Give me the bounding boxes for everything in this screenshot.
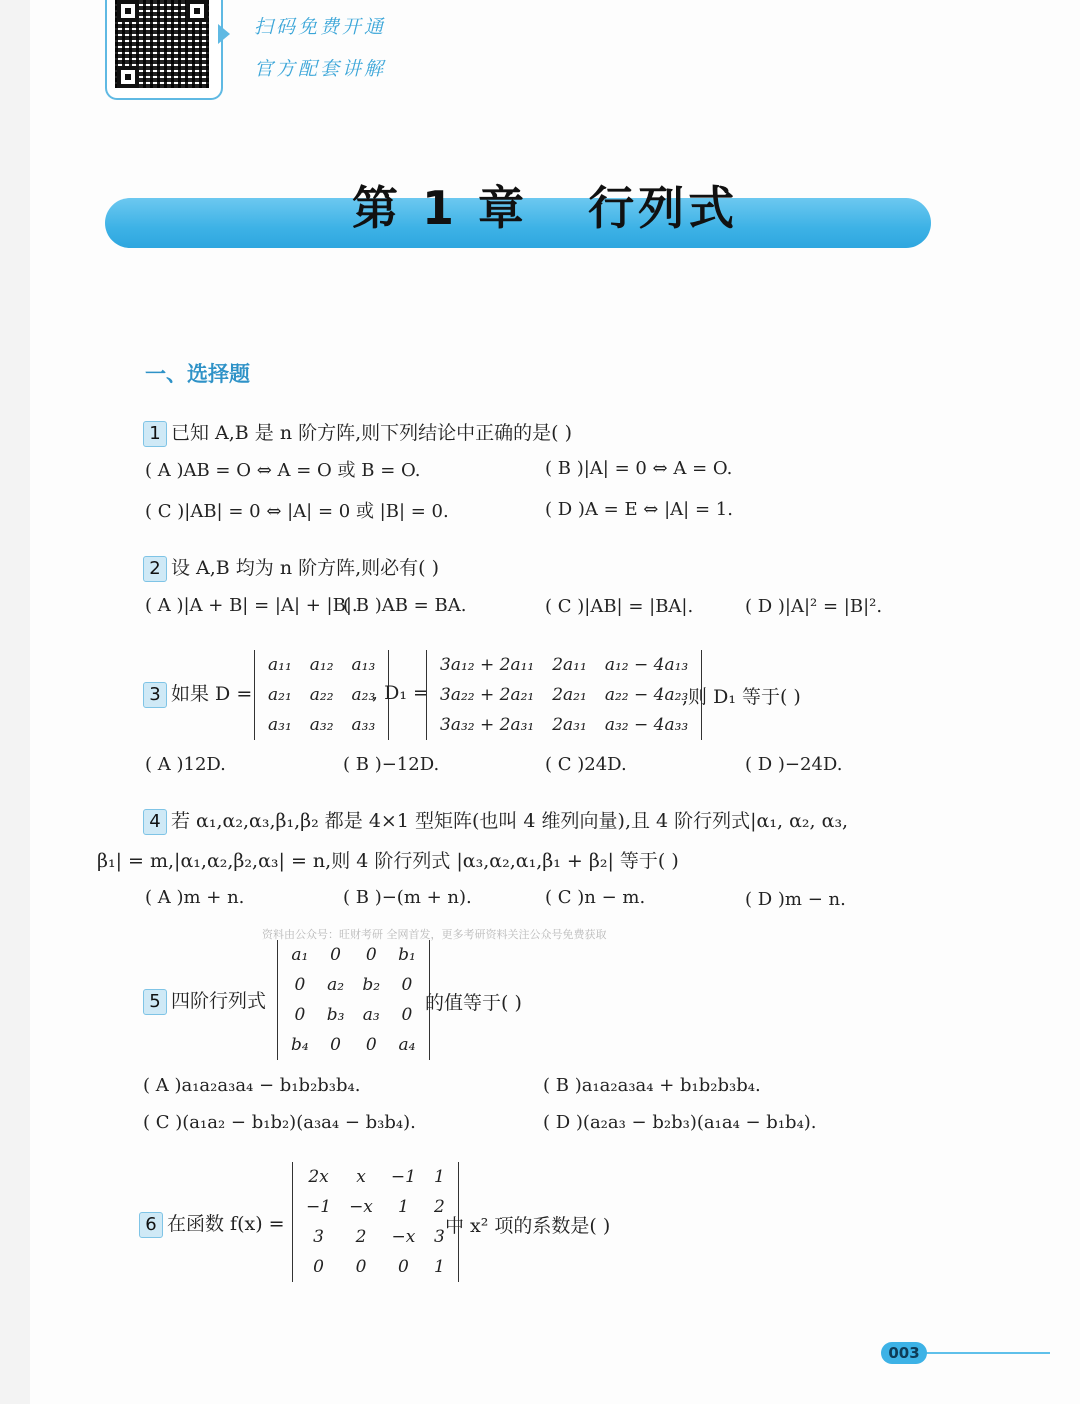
determinant-entry: −1: [306, 1197, 332, 1217]
determinant-entry: a₁: [291, 945, 309, 965]
determinant-entry: 3: [433, 1227, 445, 1247]
determinant-entry: b₁: [398, 945, 416, 965]
determinant-entry: −1: [390, 1167, 416, 1187]
determinant-entry: a₃₂ − 4a₃₃: [604, 715, 689, 735]
question-5-tail: 的值等于( ): [425, 992, 522, 1014]
qr-caption-1: 扫码免费开通: [254, 16, 387, 38]
determinant-entry: b₂: [362, 975, 381, 995]
determinant-row: [297, 1222, 454, 1252]
determinant-row: [259, 650, 384, 680]
determinant-entry: a₃₃: [351, 715, 376, 735]
option-a: ( A )|A + B| = |A| + |B|.: [145, 595, 358, 616]
question-3-lead: [143, 679, 252, 708]
question-1: [143, 418, 572, 447]
question-stem: 设 A,B 均为 n 阶方阵,则必有( ): [171, 557, 440, 579]
option-c: ( C )24D.: [545, 754, 627, 775]
page-number-line: [925, 1352, 1050, 1354]
question-number: 3: [143, 682, 167, 708]
question-2: [143, 553, 439, 582]
question-number: 1: [143, 421, 167, 447]
qr-finder-icon: [117, 0, 139, 22]
option-b: ( B )a₁a₂a₃a₄ + b₁b₂b₃b₄.: [543, 1075, 761, 1096]
determinant-entry: 1: [433, 1167, 445, 1187]
option-a: ( A )a₁a₂a₃a₄ − b₁b₂b₃b₄.: [143, 1075, 361, 1096]
option-d: ( D )−24D.: [745, 754, 843, 775]
option-a: ( A )12D.: [145, 754, 226, 775]
determinant-entry: 0: [355, 1257, 367, 1277]
page-number: 003: [881, 1342, 927, 1364]
determinant-entry: 0: [294, 1005, 306, 1025]
determinant-entry: b₄: [291, 1035, 309, 1055]
determinant-entry: 2: [433, 1197, 445, 1217]
determinant-entry: a₃₂: [309, 715, 334, 735]
determinant-entry: a₁₃: [351, 655, 376, 675]
determinant-entry: a₄: [398, 1035, 416, 1055]
chapter-title: 第 1 章 行列式: [352, 181, 739, 235]
determinant-entry: 1: [433, 1257, 445, 1277]
question-number: 6: [139, 1212, 163, 1238]
determinant-row: [431, 650, 697, 680]
determinant-entry: a₁₁: [268, 655, 292, 675]
option-c: ( C )n − m.: [545, 887, 646, 908]
determinant-row: [282, 970, 425, 1000]
determinant-row: [297, 1162, 454, 1192]
question-stem: 已知 A,B 是 n 阶方阵,则下列结论中正确的是( ): [171, 422, 573, 444]
determinant-entry: 3: [313, 1227, 324, 1247]
determinant-entry: a₃₁: [268, 715, 292, 735]
option-d: ( D )(a₂a₃ − b₂b₃)(a₁a₄ − b₁b₄).: [543, 1112, 817, 1133]
determinant-entry: 3a₂₂ + 2a₂₁: [440, 685, 535, 705]
question-3-tail: ,则 D₁ 等于( ): [682, 686, 801, 708]
option-c: ( C )|AB| = 0 ⇔ |A| = 0 或 |B| = 0.: [145, 501, 449, 522]
question-number: 4: [143, 809, 167, 835]
determinant-entry: 2a₃₁: [552, 715, 587, 735]
option-d: ( D )m − n.: [745, 889, 846, 910]
determinant-entry: b₃: [326, 1005, 345, 1025]
determinant-d: [254, 650, 389, 740]
question-6-tail: 中 x² 项的系数是( ): [445, 1215, 611, 1237]
qr-finder-icon: [117, 66, 139, 88]
option-b: ( B )AB = BA.: [343, 595, 467, 616]
determinant-entry: 0: [330, 945, 341, 965]
determinant-entry: 0: [365, 1035, 377, 1055]
determinant-entry: a₂₂: [309, 685, 334, 705]
determinant-entry: x: [356, 1167, 366, 1187]
option-b: ( B )|A| = 0 ⇔ A = O.: [545, 458, 733, 479]
watermark: 资料由公众号：旺财考研 全网首发，更多考研资料关注公众号免费获取: [262, 928, 607, 941]
determinant-entry: a₁₂ − 4a₁₃: [604, 655, 689, 675]
option-d: ( D )|A|² = |B|².: [745, 596, 883, 617]
determinant-row: [259, 710, 384, 740]
determinant-entry: 0: [294, 975, 306, 995]
question-3-mid: , D₁ =: [372, 682, 429, 704]
question-number: 5: [143, 989, 167, 1015]
determinant-entry: 3a₃₂ + 2a₃₁: [440, 715, 535, 735]
determinant-entry: 3a₁₂ + 2a₁₁: [440, 655, 535, 675]
qr-caption-2: 官方配套讲解: [254, 58, 387, 80]
question-number: 2: [143, 556, 167, 582]
determinant-entry: a₂₂ − 4a₂₃: [604, 685, 689, 705]
section-title: 一、选择题: [145, 362, 250, 386]
determinant-entry: 0: [365, 945, 377, 965]
determinant-row: [431, 680, 697, 710]
qr-finder-icon: [186, 0, 208, 22]
question-stem: 如果 D =: [171, 683, 253, 705]
determinant-entry: 0: [401, 975, 413, 995]
option-c: ( C )|AB| = |BA|.: [545, 596, 694, 617]
option-b: ( B )−(m + n).: [343, 887, 472, 908]
option-d: ( D )A = E ⇔ |A| = 1.: [545, 499, 733, 520]
question-6-lead: [139, 1209, 285, 1238]
determinant-row: [259, 680, 384, 710]
determinant-entry: −x: [391, 1227, 416, 1247]
determinant-row: [297, 1252, 454, 1282]
determinant-entry: 0: [313, 1257, 324, 1277]
determinant-entry: 2a₁₁: [552, 655, 587, 675]
determinant-entry: 0: [398, 1257, 409, 1277]
option-a: ( A )m + n.: [145, 887, 245, 908]
determinant-entry: a₂: [327, 975, 345, 995]
question-stem: 四阶行列式: [171, 990, 267, 1012]
option-a: ( A )AB = O ⇔ A = O 或 B = O.: [145, 460, 421, 481]
determinant-row: [431, 710, 697, 740]
determinant-entry: 2x: [308, 1167, 329, 1187]
determinant-entry: 0: [330, 1035, 341, 1055]
determinant-row: [297, 1192, 454, 1222]
determinant-4x4: [292, 1162, 459, 1282]
determinant-entry: 2: [355, 1227, 367, 1247]
question-4: [143, 806, 848, 835]
qr-pointer: [218, 24, 230, 44]
question-4-line2: β₁| = m,|α₁,α₂,β₂,α₃| = n,则 4 阶行列式 |α₃,α₂,α₁,β₁ + β₂| 等于( ): [97, 850, 679, 872]
question-5-lead: [143, 986, 266, 1015]
determinant-entry: 1: [398, 1197, 409, 1217]
determinant-entry: a₂₃: [351, 685, 376, 705]
determinant-row: [282, 940, 425, 970]
option-c: ( C )(a₁a₂ − b₁b₂)(a₃a₄ − b₃b₄).: [143, 1112, 416, 1133]
determinant-entry: a₁₂: [309, 655, 334, 675]
question-stem: 若 α₁,α₂,α₃,β₁,β₂ 都是 4×1 型矩阵(也叫 4 维列向量),且 4 阶行列式|α₁, α₂, α₃,: [171, 810, 849, 832]
determinant-entry: −x: [349, 1197, 373, 1217]
question-stem: 在函数 f(x) =: [167, 1213, 285, 1235]
determinant-entry: a₂₁: [268, 685, 292, 705]
option-b: ( B )−12D.: [343, 754, 440, 775]
determinant-d1: [426, 650, 702, 740]
determinant-entry: 2a₂₁: [552, 685, 587, 705]
determinant-row: [282, 1000, 425, 1030]
determinant-4x4: [277, 940, 430, 1060]
determinant-row: [282, 1030, 425, 1060]
determinant-entry: 0: [401, 1005, 413, 1025]
determinant-entry: a₃: [362, 1005, 380, 1025]
